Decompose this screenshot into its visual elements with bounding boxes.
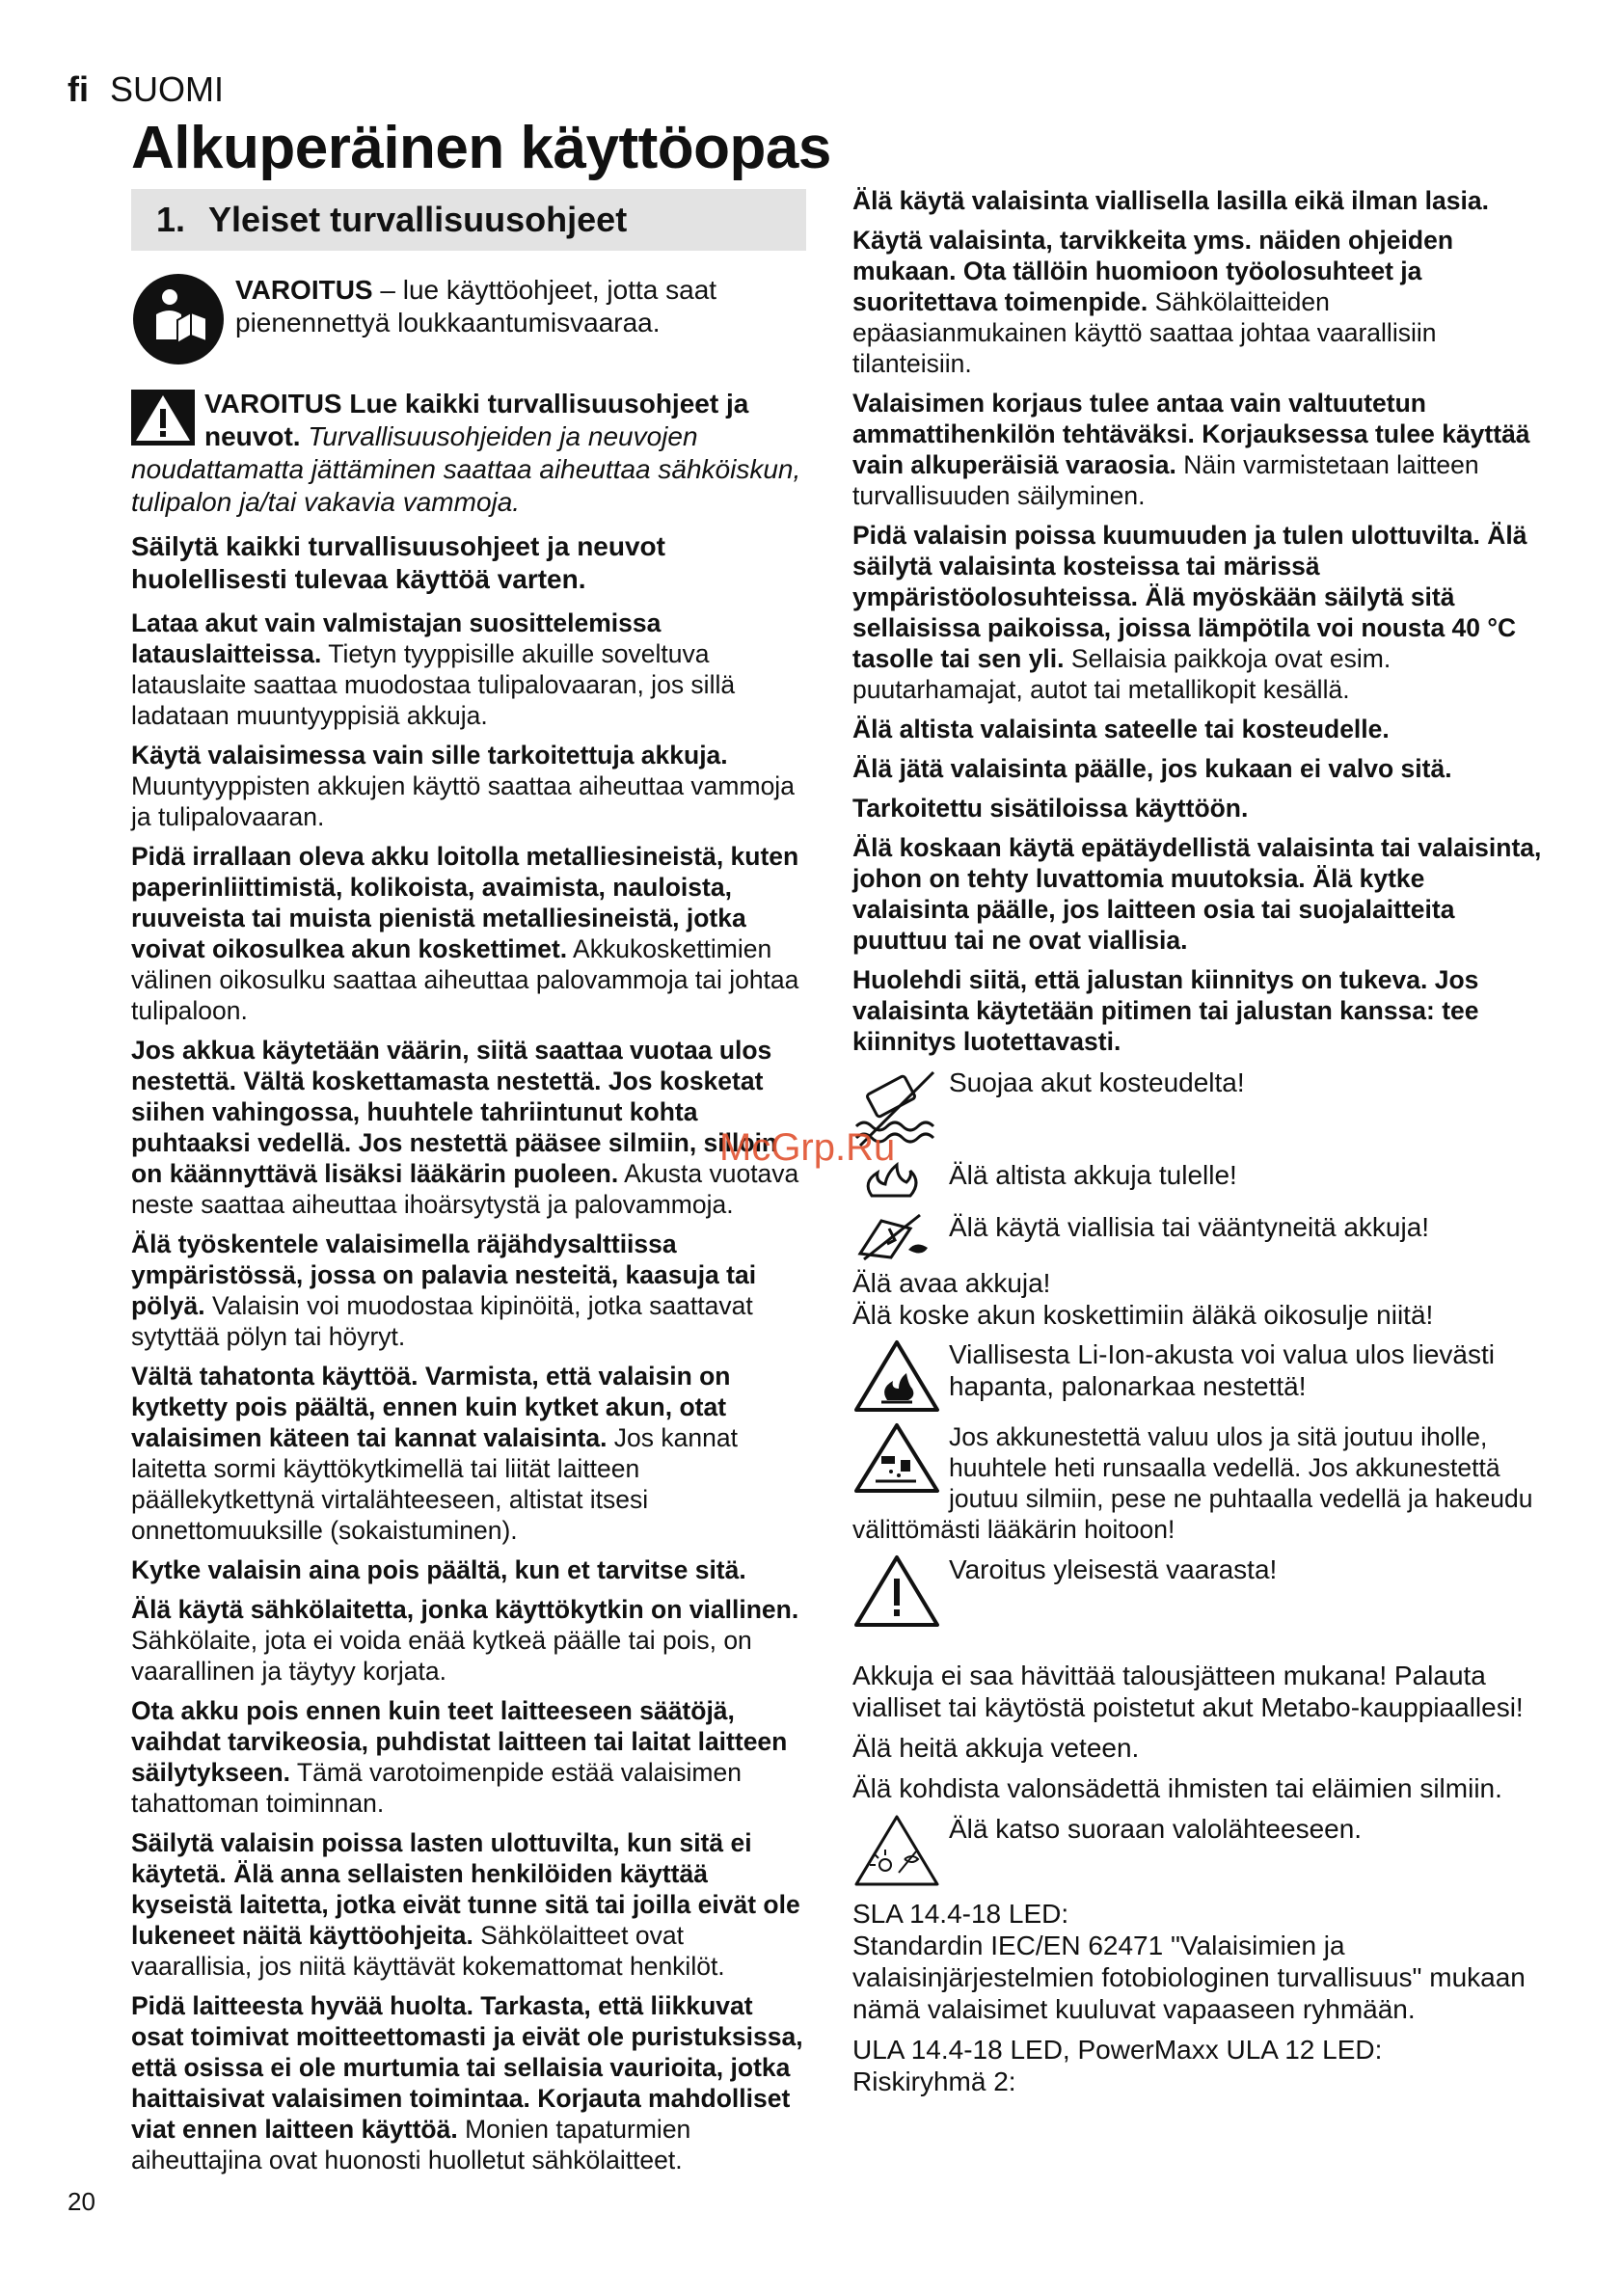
safety-paragraph xyxy=(131,1594,806,1687)
paragraph-text: Muuntyyppisten akkujen käyttö saattaa aiheuttaa vammoja ja tulipalovaaran. xyxy=(131,771,795,831)
symbol-general-danger xyxy=(852,1553,1543,1640)
paragraph-text: Sellaisia paikkoja ovat esim. puutarhamajat, autot tai metallikopit kesällä. xyxy=(852,644,1391,704)
safety-paragraph xyxy=(131,1229,806,1352)
safety-paragraph xyxy=(131,841,806,1026)
safety-paragraph xyxy=(852,753,1543,784)
paragraph-bold: Älä työskentele valaisimella räjähdysalttiissa ympäristössä, jossa on palavia nesteitä, kaasuja tai pölyä. xyxy=(131,1229,757,1320)
safety-paragraph xyxy=(852,388,1543,511)
household-disposal: Akkuja ei saa hävittää talousjätteen mukana! Palauta vialliset tai käytöstä poistetut akut Metabo-kauppiaallesi! xyxy=(852,1661,1524,1722)
manual-warning-label: VAROITUS xyxy=(235,275,373,305)
paragraph-bold: Pidä irrallaan oleva akku loitolla metalliesineistä, kuten paperinliittimistä, kolikoista, avaimista, nauloista, ruuveista tai muista pienistä metalliesineistä, jotka voivat oikosulkea akun koskettimet. xyxy=(131,842,799,963)
paragraph-text: Sähkölaitteiden epäasianmukainen käyttö saattaa johtaa vaarallisiin tilanteisiin. xyxy=(852,287,1437,378)
right-column xyxy=(852,185,1543,2097)
general-danger-icon xyxy=(852,1553,941,1629)
paragraph-text: Sähkölaitteet ovat vaarallisia, jos niitä käyttävät kokemattomat henkilöt. xyxy=(131,1921,725,1981)
warning-triangle-icon xyxy=(131,390,195,453)
symbol-fire xyxy=(852,1159,1543,1205)
safety-paragraph xyxy=(131,740,806,832)
safety-paragraph xyxy=(131,1990,806,2175)
paragraph-bold: Pidä laitteesta hyvää huolta. Tarkasta, että liikkuvat osat toimivat moitteettomasti ja eivät ole puristuksissa, että osissa ei ole murtumia tai sellaisia vaurioita, jotka haittaisivat valaisimen toimintaa. Korjauta mahdolliset viat ennen laitteen käyttöä. xyxy=(131,1991,803,2144)
safety-paragraph xyxy=(852,964,1543,1057)
paragraph-text: Jos kannat laitetta sormi käyttökytkimellä tai liität laitteen päällekytkettynä virtalähteeseen, altistat itsesi onnettomuuksille (sokaistuminen). xyxy=(131,1423,738,1545)
paragraph-text: Akusta vuotava neste saattaa aiheuttaa ihoärsytystä ja palovammoja. xyxy=(131,1159,799,1219)
ula-heading: ULA 14.4-18 LED, PowerMaxx ULA 12 LED: xyxy=(852,2035,1383,2065)
section-number: 1. xyxy=(156,200,186,239)
corrosive-text: Jos akkunestettä valuu ulos ja sitä joutuu iholle, huuhtele heti runsaalla vedellä. Jos akkunestettä joutuu silmiin, pese ne puhtaalla vedellä ja hakeudu välittömästi lääkärin hoitoon! xyxy=(852,1422,1533,1544)
manual-warning xyxy=(131,272,806,374)
safety-paragraph xyxy=(131,608,806,731)
paragraph-text: Akkukoskettimien välinen oikosulku saattaa aiheuttaa palovammoja tai johtaa tulipaloon. xyxy=(131,934,799,1025)
contacts-warning: Älä koske akun koskettimiin äläkä oikosulje niitä! xyxy=(852,1300,1434,1330)
paragraph-text: Valaisin voi muodostaa kipinöitä, jotka saattavat sytyttää pölyn tai höyryt. xyxy=(131,1291,753,1351)
paragraph-bold: Älä altista valaisinta sateelle tai kosteudelle. xyxy=(852,715,1390,743)
light-source-icon xyxy=(852,1813,941,1888)
paragraph-bold: Käytä valaisimessa vain sille tarkoitettuja akkuja. xyxy=(131,741,728,770)
paragraph-text: Monien tapaturmien aiheuttajina ovat huonosti huolletut sähkölaitteet. xyxy=(131,2115,691,2174)
manual-warning-text: – lue käyttöohjeet, jotta saat pienennettyä loukkaantumisvaaraa. xyxy=(235,275,717,338)
paragraph-bold: Älä koskaan käytä epätäydellistä valaisinta tai valaisinta, johon on tehty luvattomia muutoksia. Älä kytke valaisinta päälle, jos laitteen osia tai suojalaitteita puuttuu tai ne ovat viallisia. xyxy=(852,833,1542,955)
language-header xyxy=(68,69,224,110)
paragraph-text: Sähkölaite, jota ei voida enää kytkeä päälle tai pois, on vaarallinen ja täytyy korjata. xyxy=(131,1626,752,1686)
paragraph-bold: Kytke valaisin aina pois päältä, kun et tarvitse sitä. xyxy=(131,1555,746,1584)
paragraph-bold: Jos akkua käytetään väärin, siitä saattaa vuotaa ulos nestettä. Vältä koskettamasta nestettä. Jos kosketat siihen vahingossa, huuhtele tahriintunut kohta puhtaaksi vedellä. Jos nestettä pääsee silmiin, silloin on käännyttävä lisäksi lääkärin puoleen. xyxy=(131,1036,778,1188)
corrosive-icon xyxy=(852,1421,941,1501)
safety-paragraph xyxy=(131,1695,806,1819)
left-paragraphs xyxy=(131,608,806,2175)
read-manual-icon xyxy=(131,272,226,374)
symbol-moisture xyxy=(852,1067,1543,1153)
document-title: Alkuperäinen käyttöopas xyxy=(131,115,831,181)
left-column xyxy=(131,189,806,2184)
paragraph-text: Tämä varotoimenpide estää valaisimen tahattoman toiminnan. xyxy=(131,1758,742,1818)
safety-paragraph xyxy=(852,793,1543,824)
water-warning: Älä heitä akkuja veteen. xyxy=(852,1733,1140,1763)
general-danger-text: Varoitus yleisestä vaarasta! xyxy=(949,1554,1278,1584)
paragraph-bold: Vältä tahatonta käyttöä. Varmista, että valaisin on kytketty pois päältä, ennen kuin kytket akun, otat valaisimen käteen tai kannat valaisinta. xyxy=(131,1362,731,1452)
safety-paragraph xyxy=(852,714,1543,744)
flammable-icon xyxy=(852,1338,941,1414)
paragraph-bold: Pidä valaisin poissa kuumuuden ja tulen ulottuvilta. Älä säilytä valaisinta kosteissa tai märissä ympäristöolosuhteissa. Älä myöskään säilytä sitä sellaisissa paikoissa, joissa lämpötila voi nousta 40 °C tasolle tai sen yli. xyxy=(852,521,1527,673)
safety-paragraph xyxy=(131,1361,806,1546)
section-title: Yleiset turvallisuusohjeet xyxy=(208,200,628,239)
general-warning-label: VAROITUS Lue kaikki turvallisuusohjeet ja neuvot. xyxy=(204,389,749,451)
symbol-corrosive xyxy=(852,1421,1543,1545)
ula-text: Riskiryhmä 2: xyxy=(852,2066,1016,2096)
safety-paragraph xyxy=(852,185,1543,216)
flammable-text: Viallisesta Li-Ion-akusta voi valua ulos lievästi hapanta, palonarkaa nestettä! xyxy=(949,1339,1495,1401)
general-warning xyxy=(131,388,806,519)
sla-heading: SLA 14.4-18 LED: xyxy=(852,1899,1069,1929)
sla-text: Standardin IEC/EN 62471 "Valaisimien ja valaisinjärjestelmien fotobiologinen turvallisuus" mukaan nämä valaisimet kuuluvat vapaaseen ryhmään. xyxy=(852,1931,1526,2024)
paragraph-bold: Ota akku pois ennen kuin teet laitteeseen säätöjä, vaihdat tarvikeosia, puhdistat laitteen tai laitat laitteen säilytykseen. xyxy=(131,1696,788,1787)
safety-paragraph xyxy=(852,225,1543,379)
keep-instructions: Säilytä kaikki turvallisuusohjeet ja neuvot huolellisesti tulevaa käyttöä varten. xyxy=(131,531,665,594)
damaged-text: Älä käytä viallisia tai vääntyneitä akkuja! xyxy=(949,1212,1430,1242)
open-warning: Älä avaa akkuja! xyxy=(852,1268,1051,1298)
paragraph-bold: Älä jätä valaisinta päälle, jos kukaan ei valvo sitä. xyxy=(852,754,1452,783)
paragraph-bold: Älä käytä valaisinta viallisella lasilla eikä ilman lasia. xyxy=(852,186,1489,215)
paragraph-text: Tietyn tyyppisille akuille soveltuva latauslaite saattaa muodostaa tulipalovaaran, jos sillä ladataan muuntyyppisiä akkuja. xyxy=(131,639,736,730)
fire-text: Älä altista akkuja tulelle! xyxy=(949,1160,1237,1190)
light-source-text: Älä katso suoraan valolähteeseen. xyxy=(949,1814,1363,1844)
general-warning-text: Turvallisuusohjeiden ja neuvojen noudattamatta jättäminen saattaa aiheuttaa sähköiskun, tulipalon ja/tai vakavia vammoja. xyxy=(131,421,801,517)
paragraph-bold: Huolehdi siitä, että jalustan kiinnitys on tukeva. Jos valaisinta käytetään pitimen tai jalustan kanssa: tee kiinnitys luotettavasti. xyxy=(852,965,1479,1056)
page-number: 20 xyxy=(68,2187,95,2216)
safety-paragraph xyxy=(852,520,1543,705)
moisture-text: Suojaa akut kosteudelta! xyxy=(949,1067,1245,1097)
safety-paragraph xyxy=(131,1554,806,1585)
symbol-flammable xyxy=(852,1338,1543,1416)
paragraph-bold: Tarkoitettu sisätiloissa käyttöön. xyxy=(852,794,1249,823)
symbol-light xyxy=(852,1813,1543,1892)
damaged-battery-icon xyxy=(852,1211,941,1261)
symbol-damaged xyxy=(852,1211,1543,1261)
safety-paragraph xyxy=(852,832,1543,956)
language-code: fi xyxy=(68,69,89,109)
section-heading xyxy=(131,189,806,251)
safety-paragraph xyxy=(131,1827,806,1982)
language-name: SUOMI xyxy=(110,69,225,109)
paragraph-bold: Älä käytä sähkölaitetta, jonka käyttökytkin on viallinen. xyxy=(131,1595,799,1624)
paragraph-text: Näin varmistetaan laitteen turvallisuuden säilyminen. xyxy=(852,450,1479,510)
paragraph-bold: Käytä valaisinta, tarvikkeita yms. näiden ohjeiden mukaan. Ota tällöin huomioon työolosuhteet ja suoritettava toimenpide. xyxy=(852,226,1454,316)
watermark: McGrp.Ru xyxy=(719,1126,896,1169)
paragraph-bold: Valaisimen korjaus tulee antaa vain valtuutetun ammattihenkilön tehtäväksi. Korjauksessa tulee käyttää vain alkuperäisiä varaosia. xyxy=(852,389,1530,479)
safety-paragraph xyxy=(131,1035,806,1220)
paragraph-bold: Lataa akut vain valmistajan suosittelemissa latauslaitteissa. xyxy=(131,608,662,668)
eyes-warning: Älä kohdista valonsädettä ihmisten tai eläimien silmiin. xyxy=(852,1773,1502,1803)
paragraph-bold: Säilytä valaisin poissa lasten ulottuvilta, kun sitä ei käytetä. Älä anna sellaisten henkilöiden käyttää kyseistä laitetta, jotka eivät tunne sitä tai joilla eivät ole lukeneet näitä käyttöohjeita. xyxy=(131,1828,800,1950)
